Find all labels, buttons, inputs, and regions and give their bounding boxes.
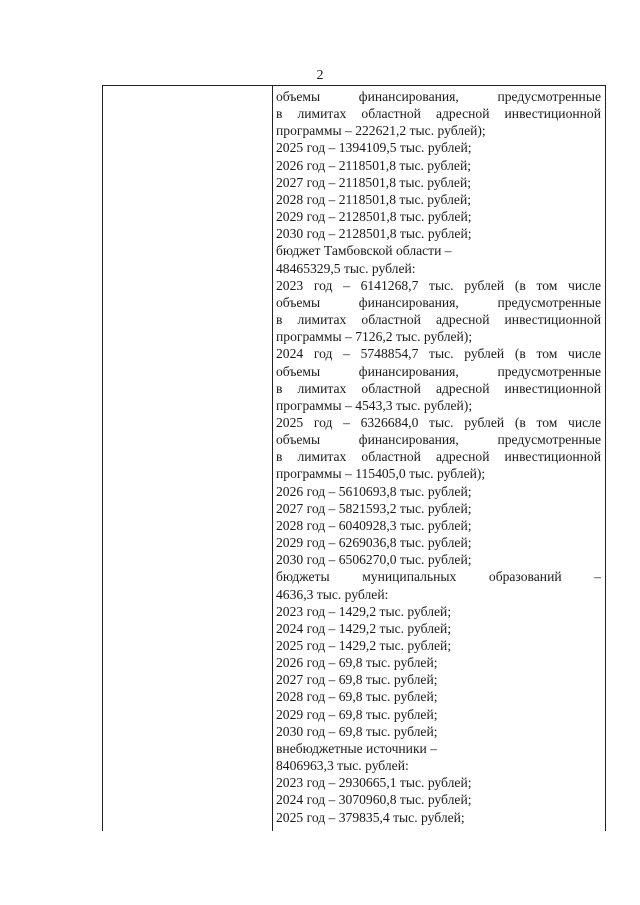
funding-line: 2030 год – 6506270,0 тыс. рублей; bbox=[276, 552, 472, 568]
funding-line: объемы финансирования, предусмотренные bbox=[276, 294, 601, 310]
funding-table bbox=[102, 85, 606, 831]
funding-line: 2025 год – 1429,2 тыс. рублей; bbox=[276, 638, 452, 653]
funding-line: 2028 год – 6040928,3 тыс. рублей; bbox=[276, 517, 472, 533]
funding-line: 48465329,5 тыс. рублей: bbox=[276, 260, 416, 276]
funding-line: 2025 год – 6326684,0 тыс. рублей (в том числе bbox=[276, 414, 601, 430]
funding-line: 2026 год – 2118501,8 тыс. рублей; bbox=[276, 157, 471, 173]
funding-line: внебюджетные источники – bbox=[276, 740, 438, 756]
funding-line: программы – 222621,2 тыс. рублей); bbox=[276, 123, 486, 139]
funding-line: 2029 год – 6269036,8 тыс. рублей; bbox=[276, 535, 472, 551]
funding-line: в лимитах областной адресной инвестиционной bbox=[276, 449, 601, 465]
funding-line: объемы финансирования, предусмотренные bbox=[276, 89, 601, 104]
funding-line: 2026 год – 69,8 тыс. рублей; bbox=[276, 655, 438, 671]
funding-line: 2025 год – 379835,4 тыс. рублей; bbox=[276, 809, 465, 825]
funding-line: 2023 год – 6141268,7 тыс. рублей (в том числе bbox=[276, 277, 601, 293]
funding-line: объемы финансирования, предусмотренные bbox=[276, 432, 601, 448]
funding-line: 2024 год – 1429,2 тыс. рублей; bbox=[276, 620, 452, 636]
funding-line: программы – 115405,0 тыс. рублей); bbox=[276, 466, 486, 482]
funding-line: 2028 год – 2118501,8 тыс. рублей; bbox=[276, 191, 471, 207]
funding-line: 2029 год – 69,8 тыс. рублей; bbox=[276, 706, 438, 722]
funding-text-cell bbox=[273, 86, 605, 831]
funding-line: бюджет Тамбовской области – bbox=[276, 243, 452, 259]
page-number: 2 bbox=[316, 68, 324, 83]
funding-line: 2023 год – 2930665,1 тыс. рублей; bbox=[276, 775, 472, 791]
funding-line: 2030 год – 2128501,8 тыс. рублей; bbox=[276, 226, 472, 242]
funding-line: 2028 год – 69,8 тыс. рублей; bbox=[276, 689, 438, 705]
funding-line: в лимитах областной адресной инвестиционной bbox=[276, 106, 601, 122]
funding-line: 2027 год – 2118501,8 тыс. рублей; bbox=[276, 174, 471, 190]
funding-line: 2024 год – 5748854,7 тыс. рублей (в том числе bbox=[276, 346, 601, 362]
funding-line: 2027 год – 5821593,2 тыс. рублей; bbox=[276, 500, 472, 516]
funding-line: в лимитах областной адресной инвестиционной bbox=[276, 312, 601, 328]
funding-line: 4636,3 тыс. рублей: bbox=[276, 586, 389, 602]
funding-line: программы – 7126,2 тыс. рублей); bbox=[276, 329, 473, 345]
funding-line: в лимитах областной адресной инвестиционной bbox=[276, 380, 601, 396]
funding-line: объемы финансирования, предусмотренные bbox=[276, 363, 601, 379]
funding-line: 2025 год – 1394109,5 тыс. рублей; bbox=[276, 140, 472, 156]
funding-line: 8406963,3 тыс. рублей: bbox=[276, 758, 409, 774]
funding-line: 2027 год – 69,8 тыс. рублей; bbox=[276, 672, 438, 688]
funding-line: 2030 год – 69,8 тыс. рублей; bbox=[276, 723, 438, 739]
funding-line: 2029 год – 2128501,8 тыс. рублей; bbox=[276, 209, 472, 225]
table-left-cell bbox=[103, 86, 273, 831]
funding-line: бюджеты муниципальных образований – bbox=[276, 569, 601, 585]
funding-line: 2023 год – 1429,2 тыс. рублей; bbox=[276, 603, 452, 619]
funding-line: программы – 4543,3 тыс. рублей); bbox=[276, 397, 473, 413]
funding-line: 2024 год – 3070960,8 тыс. рублей; bbox=[276, 792, 472, 808]
funding-line: 2026 год – 5610693,8 тыс. рублей; bbox=[276, 483, 472, 499]
